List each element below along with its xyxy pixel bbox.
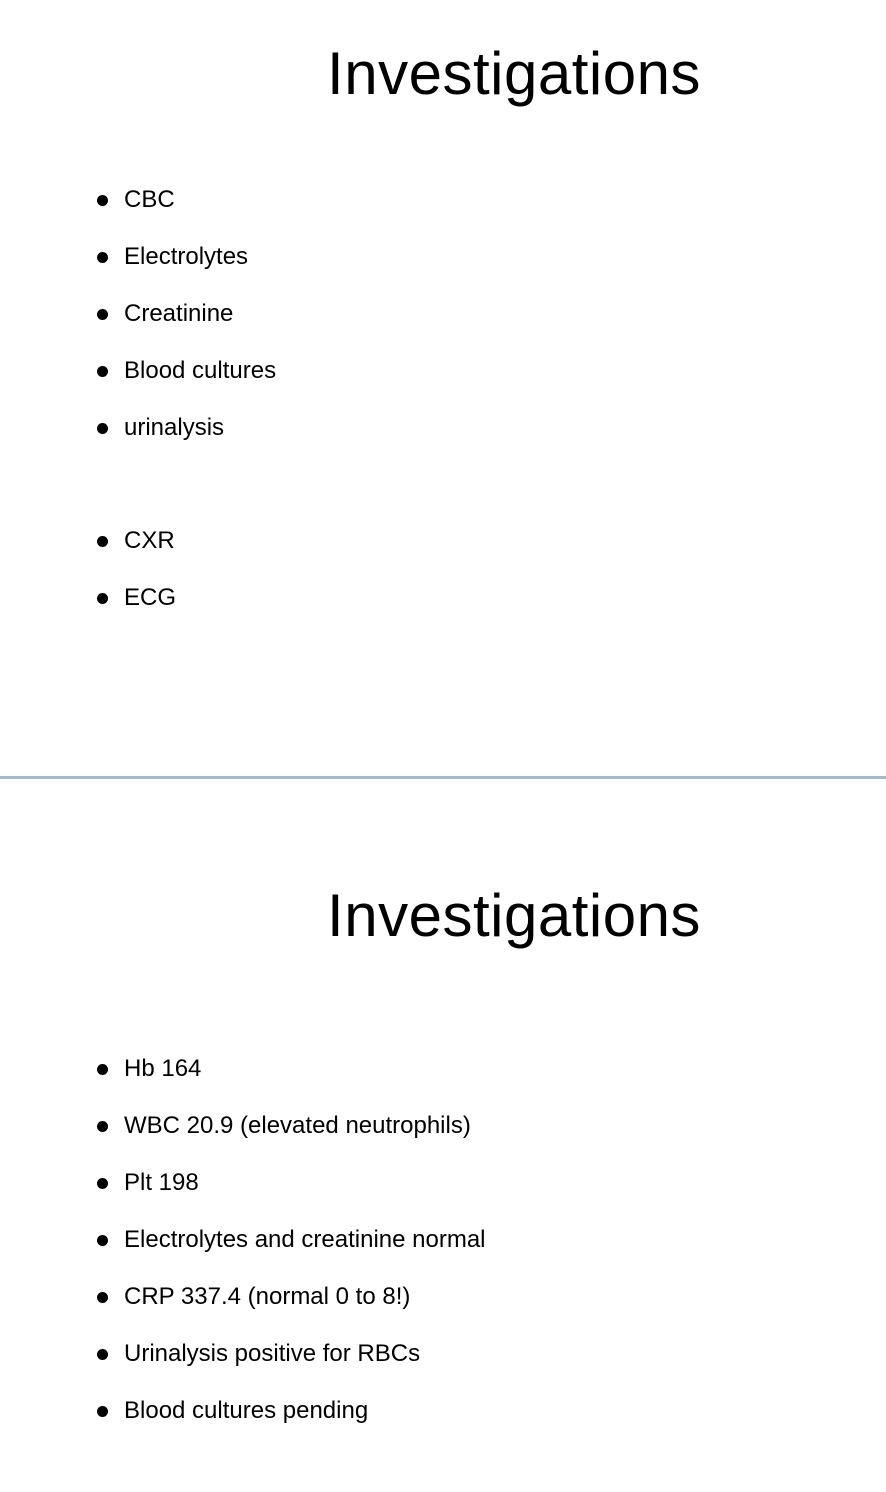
- list-item-text: WBC 20.9 (elevated neutrophils): [124, 1112, 471, 1139]
- list-item: [0, 522, 276, 579]
- bullet-icon: [97, 593, 108, 604]
- list-item-text: Urinalysis positive for RBCs: [124, 1340, 421, 1367]
- bullet-icon: [97, 1121, 108, 1132]
- list-item: [0, 1392, 486, 1449]
- bullet-icon: [97, 423, 108, 434]
- list-item-text: Electrolytes and creatinine normal: [124, 1226, 486, 1253]
- list-item: [0, 181, 276, 238]
- slide-divider: [0, 776, 886, 779]
- bullet-icon: [97, 366, 108, 377]
- list-item: [0, 1050, 486, 1107]
- bullet-icon: [97, 309, 108, 320]
- bullet-icon: [97, 1349, 108, 1360]
- bullet-icon: [97, 1292, 108, 1303]
- list-item-text: Blood cultures pending: [124, 1397, 369, 1424]
- list-item: [0, 1221, 486, 1278]
- bullet-icon: [97, 1064, 108, 1075]
- list-item: [0, 1278, 486, 1335]
- list-item-text: Creatinine: [124, 300, 234, 327]
- bullet-icon: [97, 536, 108, 547]
- list-item-text: Electrolytes: [124, 243, 249, 270]
- bullet-icon: [97, 252, 108, 263]
- list-item: [0, 579, 276, 636]
- slide-title: Investigations: [327, 882, 701, 949]
- list-item: [0, 352, 276, 409]
- list-item-text: urinalysis: [124, 414, 225, 441]
- bullet-list: [0, 1050, 486, 1449]
- bullet-icon: [97, 1235, 108, 1246]
- list-item-text: Hb 164: [124, 1055, 202, 1082]
- list-item: [0, 1335, 486, 1392]
- bullet-icon: [97, 1406, 108, 1417]
- slide-title: Investigations: [327, 40, 701, 107]
- bullet-icon: [97, 195, 108, 206]
- list-item-text: Blood cultures: [124, 357, 277, 384]
- list-item-text: Plt 198: [124, 1169, 199, 1196]
- bullet-icon: [97, 1178, 108, 1189]
- list-item: [0, 1107, 486, 1164]
- list-item: [0, 409, 276, 466]
- slide-2: [0, 780, 886, 1492]
- list-item-text: ECG: [124, 584, 177, 611]
- list-item: [0, 295, 276, 352]
- list-item: [0, 238, 276, 295]
- list-item-text: CBC: [124, 186, 175, 213]
- list-item-text: CRP 337.4 (normal 0 to 8!): [124, 1283, 411, 1310]
- list-item-text: CXR: [124, 527, 175, 554]
- list-item: [0, 1164, 486, 1221]
- bullet-list: [0, 181, 276, 636]
